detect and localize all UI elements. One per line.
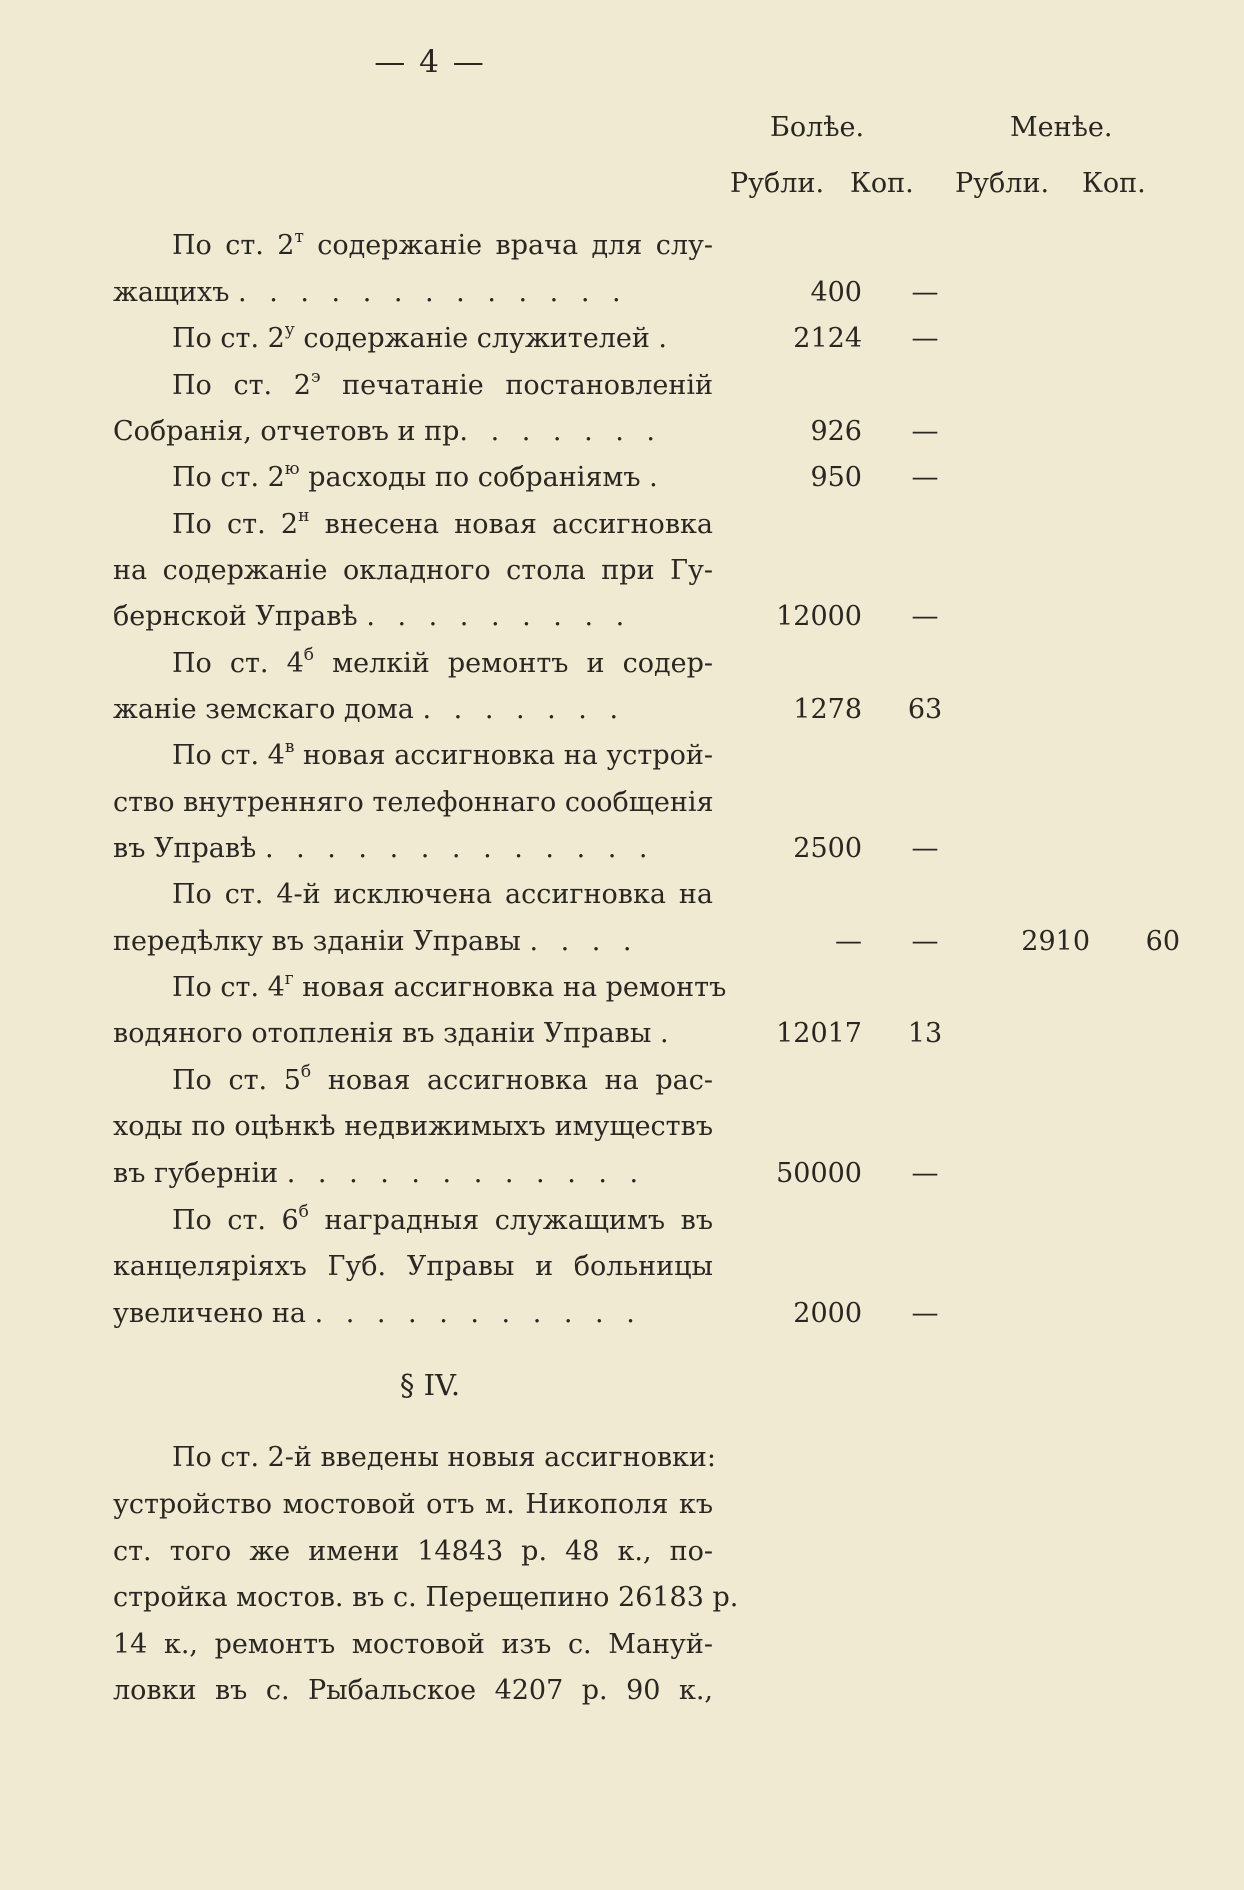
amount-rubles: 1278 <box>793 694 862 725</box>
entry-line: въ губерніи . . . . . . . . . . . . <box>113 1158 646 1189</box>
amount-kopecks: — <box>911 833 939 864</box>
entry-line: передѣлку въ зданіи Управы . . . . <box>113 926 639 957</box>
amount-rubles: 50000 <box>776 1158 862 1189</box>
entry-line: канцеляріяхъ Губ. Управы и больницы <box>113 1251 713 1282</box>
amount-rubles: 2000 <box>793 1298 862 1329</box>
section-paragraph-line: стройка мостов. въ с. Перещепино 26183 р. <box>113 1582 739 1613</box>
amount-kopecks: — <box>911 926 939 957</box>
entry-line: на содержаніе окладного стола при Гу- <box>113 555 713 586</box>
amount-kopecks: — <box>911 1158 939 1189</box>
entry-line: По ст. $2^т$ содержаніе врача для слу- <box>172 227 713 261</box>
section-paragraph-line: устройство мостовой отъ м. Никополя къ <box>113 1489 713 1520</box>
entry-line: бернской Управѣ . . . . . . . . . <box>113 601 632 632</box>
amount-kopecks: 13 <box>907 1018 943 1049</box>
section-paragraph-line: По ст. 2-й введены новыя ассигновки: <box>172 1442 716 1473</box>
entry-line: Собранія, отчетовъ и пр. . . . . . . <box>113 416 662 447</box>
section-paragraph-line: ст. того же имени 14843 р. 48 к., по- <box>113 1536 713 1567</box>
entry-line: По ст. $4^в$ новая ассигновка на устрой- <box>172 737 713 771</box>
entry-line: По ст. $2^у$ содержаніе служителей . <box>172 320 675 354</box>
column-header-more: Болѣе. <box>770 112 865 143</box>
entry-line: жащихъ . . . . . . . . . . . . . <box>113 277 628 308</box>
entry-line: По ст. $4^г$ новая ассигновка на ремонтъ <box>172 969 727 1003</box>
amount-rubles: 2500 <box>793 833 862 864</box>
amount-rubles: 12017 <box>776 1018 862 1049</box>
amount-kopecks: — <box>911 1298 939 1329</box>
entry-line: По ст. $2^н$ внесена новая ассигновка <box>172 506 713 540</box>
entry-line: ходы по оцѣнкѣ недвижимыхъ имуществъ <box>113 1111 713 1142</box>
amount-kopecks: — <box>911 601 939 632</box>
entry-line: По ст. $2^э$ печатаніе постановленій <box>172 367 713 401</box>
amount-kopecks: — <box>911 416 939 447</box>
column-header-rubles-more: Рубли. <box>730 168 825 199</box>
amount-kopecks: — <box>911 462 939 493</box>
column-header-kopecks-less: Коп. <box>1082 168 1146 199</box>
entry-line: въ Управѣ . . . . . . . . . . . . . <box>113 833 655 864</box>
amount-kopecks-less: 60 <box>1145 926 1180 957</box>
column-header-less: Менѣе. <box>1010 112 1113 143</box>
section-paragraph-line: ловки въ с. Рыбальское 4207 р. 90 к., <box>113 1675 713 1706</box>
entry-line: водяного отопленія въ зданіи Управы . <box>113 1018 676 1049</box>
amount-rubles: 950 <box>810 462 862 493</box>
entry-line: По ст. $2^ю$ расходы по собраніямъ . <box>172 459 665 493</box>
column-header-kopecks-more: Коп. <box>850 168 914 199</box>
page-number: — 4 — <box>374 44 486 80</box>
section-heading: § IV. <box>399 1368 461 1402</box>
entry-line: увеличено на . . . . . . . . . . . <box>113 1298 642 1329</box>
amount-rubles-less: 2910 <box>1021 926 1090 957</box>
amount-rubles: 400 <box>810 277 862 308</box>
amount-rubles: 12000 <box>776 601 862 632</box>
amount-rubles: 2124 <box>793 323 862 354</box>
amount-kopecks: 63 <box>907 694 943 725</box>
entry-line: жаніе земскаго дома . . . . . . . <box>113 694 626 725</box>
amount-rubles: — <box>835 926 862 957</box>
entry-line: По ст. $6^б$ наградныя служащимъ въ <box>172 1202 713 1236</box>
entry-line: ство внутренняго телефоннаго сообщенія <box>113 787 714 818</box>
entry-line: По ст. $4^б$ мелкій ремонтъ и содер- <box>172 645 713 679</box>
section-paragraph-line: 14 к., ремонтъ мостовой изъ с. Мануй- <box>113 1629 713 1660</box>
entry-line: По ст. 4-й исключена ассигновка на <box>172 879 713 910</box>
amount-kopecks: — <box>911 277 939 308</box>
entry-line: По ст. $5^б$ новая ассигновка на рас- <box>172 1062 713 1096</box>
amount-kopecks: — <box>911 323 939 354</box>
amount-rubles: 926 <box>810 416 862 447</box>
column-header-rubles-less: Рубли. <box>955 168 1050 199</box>
